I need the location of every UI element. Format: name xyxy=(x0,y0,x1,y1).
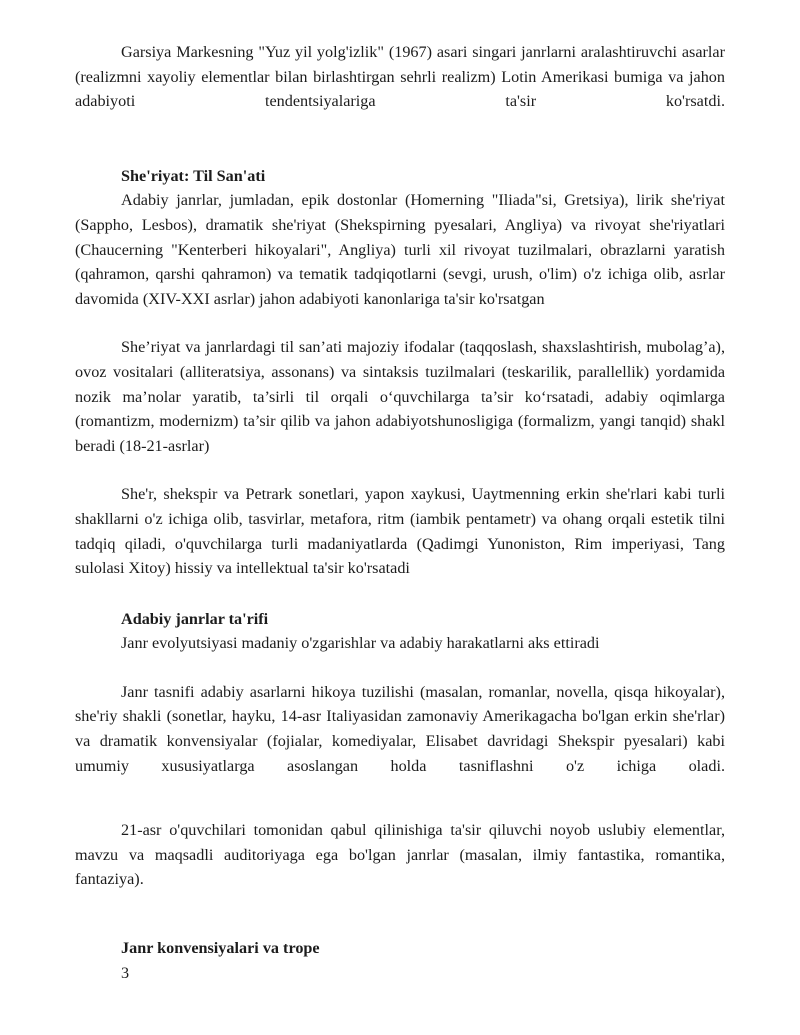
paragraph-janr-tasnifi: Janr tasnifi adabiy asarlarni hikoya tuzilishi (masalan, romanlar, novella, qisqa hikoyalar), she'riy shakli (sonetlar, hayku, 14-asr Italiyasidan zamonaviy Amerikagacha bo'lgan erkin she'rlar) va dramatik konvensiyalar (fojialar, komediyalar, Elisabet davridagi Shekspir pyesalari) kabi umumiy xususiyatlarga asoslangan holda tasniflashni o'z ichiga oladi. xyxy=(75,682,725,775)
paragraph-til-sanati: She’riyat va janrlardagi til san’ati majoziy ifodalar (taqqoslash, shaxslashtirish, mubolag’a), ovoz vositalari (alliteratsiya, assonans) va sintaksis tuzilmalari (teskarilik, parallellik) yordamida nozik ma’nolar yaratib, ta’sirli til orqali o‘quvchilarga ta’sir ko‘rsatadi, adabiy oqimlarga (romantizm, modernizm) ta’sir qilib va jahon adabiyotshunosligiga (formalizm, yangi tanqid) shakl beradi (18-21-asrlar) xyxy=(75,338,725,455)
heading-adabiy-janrlar-tarifi: Adabiy janrlar ta'rifi xyxy=(121,609,269,628)
paragraph-garsiya-markes: Garsiya Markesning "Yuz yil yolg'izlik" (1967) asari singari janrlarni aralashtiruvchi asarlar (realizmni xayoliy elementlar bilan birlashtirgan sehrli realizm) Lotin Amerikasi bumiga va jahon adabiyoti tendentsiyalariga ta'sir ko'rsatdi. xyxy=(75,43,725,111)
heading-sheriyat: She'riyat: Til San'ati xyxy=(121,166,266,185)
document-page xyxy=(75,40,725,985)
heading-janr-konvensiyalari: Janr konvensiyalari va trope xyxy=(121,939,320,958)
page-number: 3 xyxy=(121,963,130,982)
paragraph-janr-evolyutsiyasi: Janr evolyutsiyasi madaniy o'zgarishlar va adabiy harakatlarni aks ettiradi xyxy=(121,634,600,653)
paragraph-sher-shakllari: She'r, shekspir va Petrark sonetlari, yapon xaykusi, Uaytmenning erkin she'rlari kabi turli shakllarni o'z ichiga olib, tasvirlar, metafora, ritm (iambik pentametr) va ohang orqali estetik tilni tadqiq qiladi, o'quvchilarga turli madaniyatlarda (Qadimgi Yunoniston, Rim imperiyasi, Tang sulolasi Xitoy) hissiy va intellektual ta'sir ko'rsatadi xyxy=(75,485,725,578)
paragraph-adabiy-janrlar: Adabiy janrlar, jumladan, epik dostonlar (Homerning "Iliada"si, Gretsiya), lirik she'riyat (Sappho, Lesbos), dramatik she'riyat (Shekspirning pyesalari, Angliya) va rivoyat she'riyatlari (Chaucerning "Kenterberi hikoyalari", Angliya) turli xil rivoyat tuzilmalari, obrazlarni yaratish (qahramon, qarshi qahramon) va tematik tadqiqotlarni (sevgi, urush, o'lim) o'z ichiga olib, asrlar davomida (XIV-XXI asrlar) jahon adabiyoti kanonlariga ta'sir ko'rsatgan xyxy=(75,191,725,308)
paragraph-21-asr: 21-asr o'quvchilari tomonidan qabul qilinishiga ta'sir qiluvchi noyob uslubiy elementlar, mavzu va maqsadli auditoriyaga ega bo'lgan janrlar (masalan, ilmiy fantastika, romantika, fantaziya). xyxy=(75,821,725,889)
